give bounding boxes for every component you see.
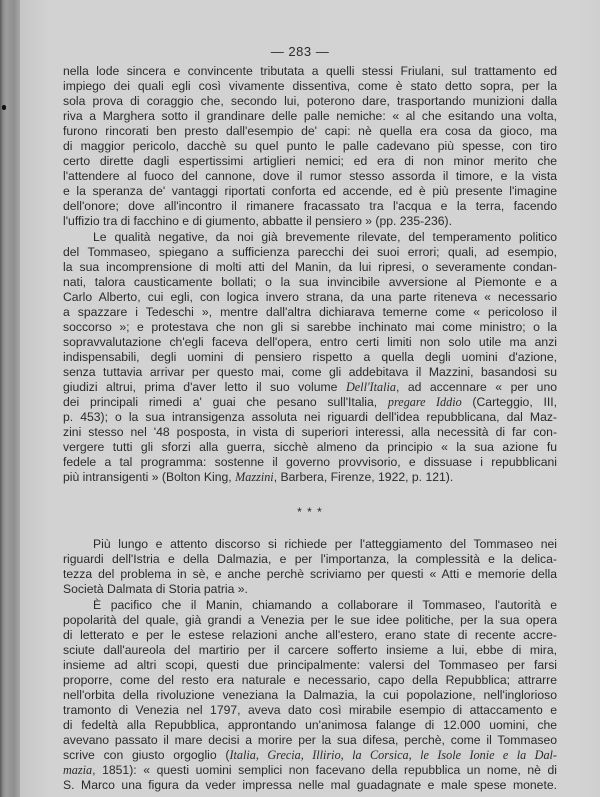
text-line: di letterato e per le estese relazioni anche all'estero, erano state di recente accre- [63,627,557,642]
text-line: tramonto di Venezia nel 1797, aveva dato così mirabile esempio di attaccamento e [63,702,557,717]
text-line: riva a Marghera sotto il grandinare delle palle nemiche: « al che esitando una volta, [63,109,557,124]
text-line: senza tuttavia arrivar per questo mai, come gli addebitava il Mazzini, basandosi su [63,364,557,379]
text-line [63,395,557,410]
book-title-italic: Italia, Grecia, Illirio, la Corsica, le Isole Ionie e la Dal- [229,747,557,762]
text-line: a spazzare i Tedeschi », mentre dall'altra dichiarava temerne come « pericoloso il [63,304,557,319]
text-line: soccorso »; e protestava che non gli si sarebbe inchinato mai come ministro; o la [63,319,557,334]
book-binding-edge [0,0,20,797]
text-line: p. 453); o la sua intransigenza assoluta nei riguardi dell'idea repubblicana, dal Maz- [63,410,557,425]
text-line: l'uffizio tra di facchino e di giumento, abbatte il pensiero » (pp. 235-236). [63,214,452,229]
text-fragment: , 1851): « questi uomini semplici non facevano della repubblica un nome, nè di [92,763,557,778]
text-line: riguardi dell'Istria e della Dalmazia, e per l'importanza, la complessità e la delica- [63,552,557,567]
paragraph-4 [63,598,557,794]
text-line: popolarità del quale, già grandi a Venezia per le sue idee politiche, per la sua opera [63,612,557,627]
text-fragment: , ad accennare « per uno [395,379,558,394]
text-fragment: , Barbera, Firenze, 1922, p. 121). [273,470,454,485]
text-line: Carlo Alberto, cui egli, con logica invero strana, da una parte riteneva « necessario [63,289,557,304]
text-fragment: più intransigenti » (Bolton King, [63,470,236,485]
text-line [63,470,557,485]
binding-mark [2,105,6,110]
book-title-italic: mazia [63,763,93,778]
text-line: dell'onore; dove all'incontro il rimanere fracassato tra l'acqua e la terra, facendo [63,199,557,214]
text-line: Più lungo e attento discorso si richiede per l'atteggiamento del Tommaseo nei [93,537,557,552]
text-line: fedele a tal programma: sostenne il governo provvisorio, e dissuase i repubblicani [63,455,557,470]
paragraph-1 [63,64,557,230]
page-body [63,64,557,793]
text-line: nell'orbita della rivoluzione veneziana la Dalmazia, la cui popolazione, nell'inglorioso [63,687,557,702]
text-line: nati, talora causticamente bollati; o la sua invincibile avversione al Piemonte e a [63,274,557,289]
text-line: di maggior pericolo, dacchè su quel punto le palle cadevano più spesse, con tiro [63,139,557,154]
text-line: avevano passato il mare decisi a morire per la sua difesa, perchè, come il Tommaseo [63,732,557,747]
text-line: indispensabili, degli uomini di pensiero rispetto a quella degli uomini d'azione, [63,349,557,364]
text-fragment: giudizi altrui, prima d'aver letto il suo volume [63,379,346,394]
text-line [63,763,557,778]
text-line: vergere tutti gli sforzi alla guerra, sicchè almeno da principio « la sua azione fu [63,440,557,455]
text-line: impiego dei quali egli così vivamente dissentiva, come è stato detto sopra, per la [63,79,557,94]
text-line: zini stesso nel '48 posposta, in vista di superiori interessi, alla necessità di far con- [63,425,557,440]
text-line: Società Dalmata di Storia patria ». [63,582,248,597]
text-line: la sua incomprensione di molti atti del Manin, da lui ripresi, o severamente condan- [63,259,557,274]
text-line: di fedeltà alla Repubblica, approntando un'animosa falange di 12.000 uomini, che [63,717,557,732]
text-line: proporre, come del resto era naturale e necessario, capo della Repubblica; attrarre [63,672,557,687]
paragraph-2 [63,230,557,486]
text-fragment: (Carteggio, III, [461,395,557,410]
text-line: Le qualità negative, da noi già brevemente rilevate, del temperamento politico [93,229,557,244]
text-line: del Tommaseo, spiegano a sufficienza parecchi dei suoi errori; quali, ad esempio, [63,244,557,259]
text-line: sciute dall'aureola del martirio per il carcere sofferto insieme a lui, ebbe di mira, [63,642,557,657]
text-line: sopravvalutazione ch'egli faceva dell'opera, entro certi limiti non solo utile ma anzi [63,334,557,349]
text-line: certo dirette dagli espertissimi artiglieri nemici; ed era di non minor merito che [63,154,557,169]
text-line: furono rincorati ben presto dall'esempio de' capi: nè quella era cosa da gioco, ma [63,124,557,139]
text-line: tezza del problema in sè, e anche perchè scriviamo per questi « Atti e memorie della [63,567,557,582]
text-line: nella lode sincera e convincente tributata a quelli stessi Friulani, sul trattamento ed [63,64,557,78]
text-line [63,748,557,763]
book-title-italic: Mazzini [235,470,274,485]
quote-italic: pregare Iddio [387,395,462,410]
text-line: e la speranza de' vantaggi riportati conforta ed accende, ed è più presente l'imagine [63,184,557,199]
page-number: — 283 — [270,44,330,59]
book-title-italic: Dell'Italia [345,379,396,394]
text-line: S. Marco una figura da veder impressa nelle mal guadagnate e male spese monete. [63,778,557,793]
text-line: sola prova di coraggio che, secondo lui, poterono dare, trasportando munizioni dalla [63,94,557,109]
text-fragment: scrive con giusto orgoglio ( [63,747,230,762]
text-line: l'attendere al fuoco del cannone, dove il rumor stesso assorda il timore, e la vista [63,169,557,184]
text-line: insieme ad altri scopi, questi due principalmente: valersi del Tommaseo per farsi [63,657,557,672]
text-line: È pacifico che il Manin, chiamando a collaborare il Tommaseo, l'autorità e [93,597,557,612]
paragraph-3 [63,537,557,597]
text-line [63,380,557,395]
section-separator: * * * [297,505,323,520]
text-fragment: dei principali rimedi a' guai che pesano sull'Italia, [63,395,388,410]
